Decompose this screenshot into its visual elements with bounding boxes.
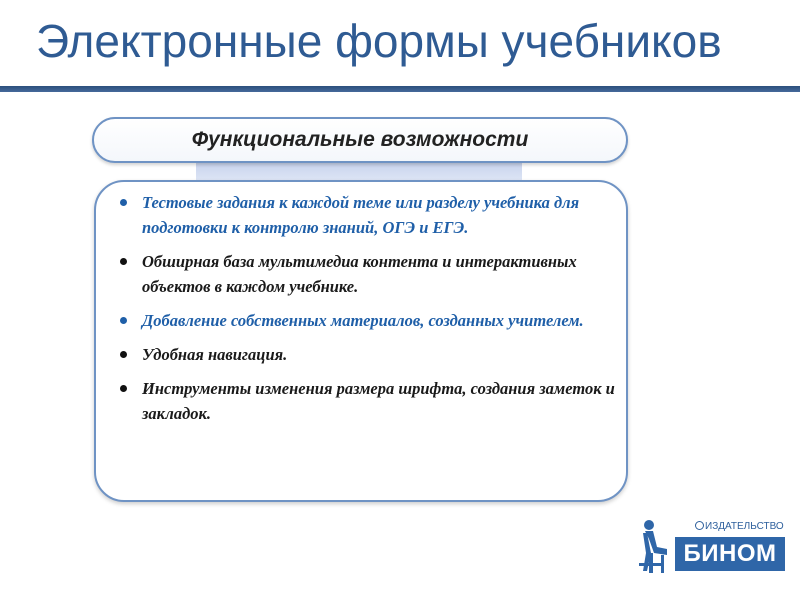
list-item-text: Обширная база мультимедиа контента и интерактивных объектов в каждом учебнике. — [142, 252, 577, 296]
feature-list — [118, 190, 618, 435]
section-header: Функциональные возможности — [92, 117, 628, 163]
list-item — [118, 249, 618, 299]
content-panel — [94, 180, 628, 502]
list-item — [118, 376, 618, 426]
seated-figure-icon — [637, 519, 671, 577]
bullet-dot-icon — [120, 258, 127, 265]
list-item-text: Удобная навигация. — [142, 345, 288, 364]
list-item — [118, 308, 618, 333]
bullet-dot-icon — [120, 351, 127, 358]
publisher-brand: БИНОМ — [675, 537, 785, 571]
list-item — [118, 190, 618, 240]
bullet-dot-icon — [120, 385, 127, 392]
content-reflection — [94, 503, 628, 600]
list-item-text: Тестовые задания к каждой теме или разделу учебника для подготовки к контролю знаний, ОГЭ и ЕГЭ. — [142, 193, 580, 237]
globe-icon — [695, 521, 704, 530]
list-item-text: Инструменты изменения размера шрифта, создания заметок и закладок. — [142, 379, 615, 423]
list-item-text: Добавление собственных материалов, созданных учителем. — [142, 311, 584, 330]
publisher-logo — [637, 519, 785, 579]
title-divider — [0, 86, 800, 92]
publisher-small-text: ИЗДАТЕЛЬСТВО — [705, 521, 784, 532]
bullet-dot-icon — [120, 317, 127, 324]
publisher-small-label — [695, 521, 785, 535]
list-item — [118, 342, 618, 367]
slide-title: Электронные формы учебников — [36, 15, 722, 67]
bullet-dot-icon — [120, 199, 127, 206]
